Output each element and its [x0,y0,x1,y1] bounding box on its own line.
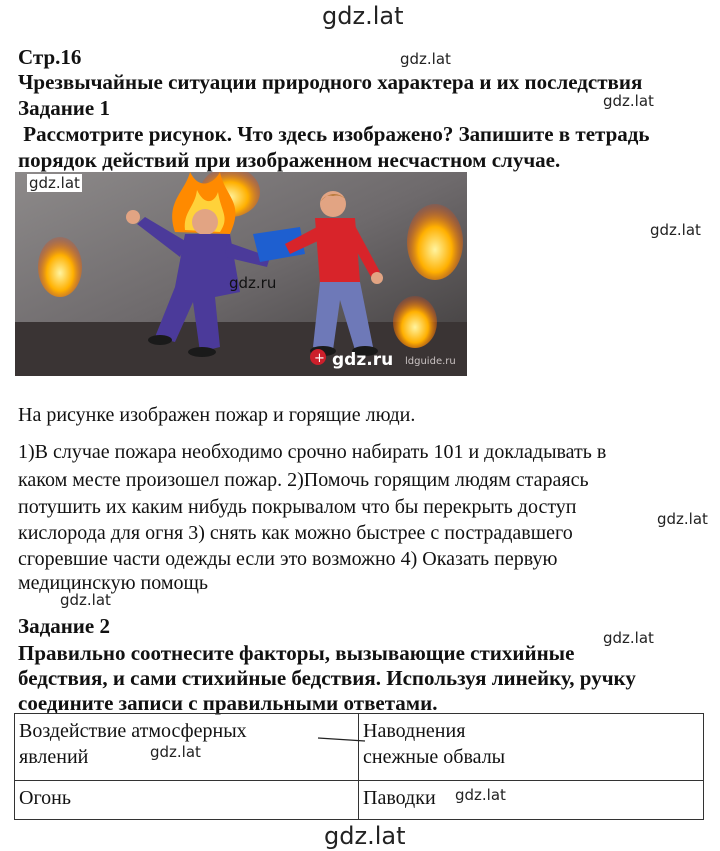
answer-intro: На рисунке изображен пожар и горящие люди. [18,404,416,426]
task2-prompt-line1: Правильно соотнесите факторы, вызывающие стихийные [18,641,575,665]
answer-line: медицинскую помощь [18,572,209,594]
task1-prompt-line2: порядок действий при изображенном несчастном случае. [18,148,561,172]
cell-text: явлений [19,746,89,768]
answer-line: потушить их каким нибудь покрывалом что бы перекрыть доступ [18,496,577,518]
task2-heading: Задание 2 [18,614,110,638]
watermark-ru: gdz.ru [229,274,277,292]
cell-text: Огонь [19,787,71,809]
answer-line: каком месте произошел пожар. 2)Помочь горящим людям стараясь [18,469,589,491]
page-reference: Стр.16 [18,45,82,69]
task1-prompt-line1: Рассмотрите рисунок. Что здесь изображено? Запишите в тетрадь [18,122,650,146]
watermark: gdz.lat [400,50,451,68]
task2-prompt-line2: бедствия, и сами стихийные бедствия. Используя линейку, ручку [18,666,636,690]
watermark-top: gdz.lat [322,2,404,30]
svg-text:ldguide.ru: ldguide.ru [405,356,456,367]
task1-heading: Задание 1 [18,96,110,120]
watermark: gdz.lat [150,743,201,761]
watermark: gdz.lat [603,629,654,647]
svg-text:+: + [314,351,325,366]
cell-text: Воздействие атмосферных [19,720,247,742]
topic-title: Чрезвычайные ситуации природного характера и их последствия [18,70,643,94]
answer-line: 1)В случае пожара необходимо срочно набирать 101 и докладывать в [18,441,607,463]
cell-text: снежные обвалы [363,746,506,768]
answer-line: кислорода для огня 3) снять как можно быстрее с пострадавшего [18,522,573,544]
cell-text: Паводки [363,787,436,809]
cell-text: Наводнения [363,720,466,742]
watermark: gdz.lat [455,786,506,804]
watermark: gdz.lat [650,221,701,239]
watermark: gdz.lat [60,591,111,609]
watermark: gdz.lat [657,510,708,528]
answer-line: сгоревшие части одежды если это возможно 4) Оказать первую [18,548,558,570]
watermark-ru: gdz.ru [332,350,394,370]
watermark: gdz.lat [29,174,80,192]
watermark: gdz.lat [603,92,654,110]
task2-prompt-line3: соедините записи с правильными ответами. [18,691,438,715]
watermark-bottom: gdz.lat [324,822,406,850]
